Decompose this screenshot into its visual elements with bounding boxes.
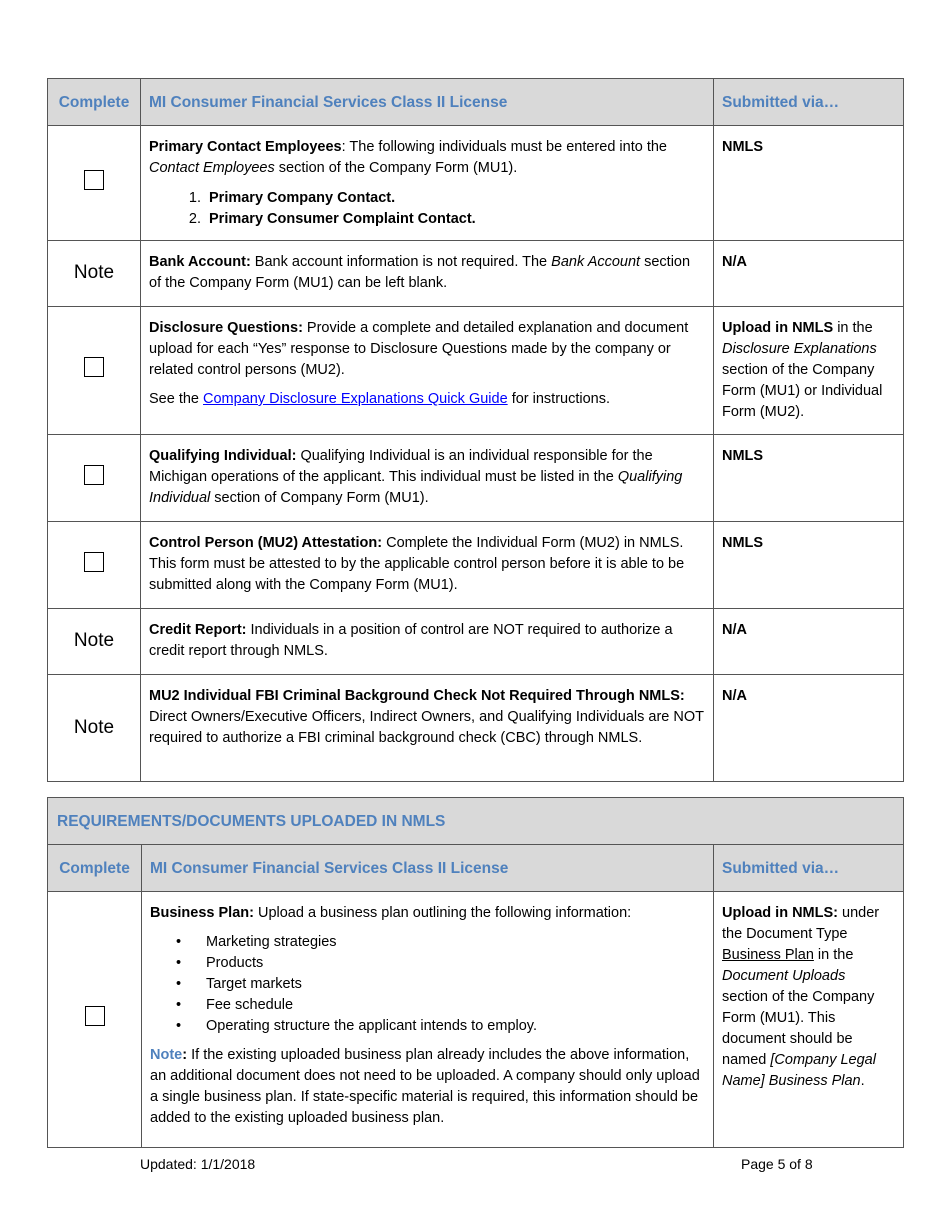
row-title: Qualifying Individual: [149, 448, 297, 464]
submitted-value: N/A [722, 622, 747, 638]
table-row-primary-contact: Primary Contact Employees: The following individuals must be entered into the Contact Employees section of the Company Form (MU1). 1. Primary Company Contact. 2. Primary Consumer Complaint Contact. NMLS [48, 126, 904, 241]
footer-page-number: Page 5 of 8 [741, 1156, 813, 1172]
section-title: REQUIREMENTS/DOCUMENTS UPLOADED IN NMLS [48, 798, 904, 845]
table-row-credit-report: Note Credit Report: Individuals in a position of control are NOT required to authorize a credit report through NMLS. N/A [48, 609, 904, 675]
row-title: Business Plan: [150, 905, 254, 921]
list-item: 2. Primary Consumer Complaint Contact. [205, 209, 705, 230]
list-item: • Marketing strategies [206, 932, 705, 953]
submitted-value: NMLS [722, 448, 764, 464]
row-title: Credit Report: [149, 622, 247, 638]
submitted-value: Upload in NMLS: under the Document Type Business Plan in the Document Uploads section of the Company Form (MU1). This document should be named [Company Legal Name] Business Plan. [714, 892, 904, 1148]
header-submitted: Submitted via… [714, 79, 904, 126]
note-marker: Note [73, 630, 115, 651]
row-title: MU2 Individual FBI Criminal Background Check Not Required Through NMLS: [149, 688, 685, 704]
table-header-row [48, 79, 904, 126]
complete-checkbox[interactable] [84, 170, 104, 190]
table-row-control-person: Control Person (MU2) Attestation: Complete the Individual Form (MU2) in NMLS. This form must be attested to by the applicable control person before it is able to be submitted along with the Company Form (MU1). NMLS [48, 522, 904, 609]
row-title: Control Person (MU2) Attestation: [149, 535, 383, 551]
table-row-business-plan: Business Plan: Upload a business plan outlining the following information: • Marketing strategies • Products • Target markets • Fee schedule • Operating structure the applicant intends to employ. Note: If the existing uploaded business plan already includes the above information, an additional document does not need to be uploaded. A company should only upload a single business plan. If state-specific material is required, this information should be added to the existing uploaded business plan. Upload in NMLS: under the Document Type Business Plan in the Document Uploads section of the Company Form (MU1). This document should be named [Company Legal Name] Business Plan. [48, 892, 904, 1148]
requirements-table-2 [47, 797, 904, 1148]
list-item: • Operating structure the applicant intends to employ. [206, 1016, 705, 1037]
row-title: Primary Contact Employees [149, 139, 342, 155]
header-complete: Complete [48, 845, 142, 892]
list-item: • Fee schedule [206, 995, 705, 1016]
header-license: MI Consumer Financial Services Class II License [141, 79, 714, 126]
section-title-row [48, 798, 904, 845]
complete-checkbox[interactable] [85, 1006, 105, 1026]
table-row-bank-account: Note Bank Account: Bank account information is not required. The Bank Account section of the Company Form (MU1) can be left blank. N/A [48, 241, 904, 307]
header-complete: Complete [48, 79, 141, 126]
header-license: MI Consumer Financial Services Class II License [142, 845, 714, 892]
row-title: Disclosure Questions: [149, 320, 303, 336]
submitted-value: N/A [722, 254, 747, 270]
list-item: 1. Primary Company Contact. [205, 188, 705, 209]
table-row-disclosure: Disclosure Questions: Provide a complete and detailed explanation and document upload for each “Yes” response to Disclosure Questions made by the company or related control persons (MU2). See the Company Disclosure Explanations Quick Guide for instructions. Upload in NMLS in the Disclosure Explanations section of the Company Form (MU1) or Individual Form (MU2). [48, 307, 904, 435]
footer-updated: Updated: 1/1/2018 [140, 1156, 256, 1172]
requirements-table-1 [47, 78, 904, 782]
submitted-value: N/A [722, 688, 747, 704]
row-title: Bank Account: [149, 254, 251, 270]
header-submitted: Submitted via… [714, 845, 904, 892]
complete-checkbox[interactable] [84, 465, 104, 485]
note-label: Note [150, 1047, 183, 1063]
note-marker: Note [73, 716, 115, 738]
note-marker: Note [73, 262, 115, 283]
submitted-value: NMLS [722, 139, 764, 155]
submitted-value: NMLS [722, 535, 764, 551]
list-item: • Target markets [206, 974, 705, 995]
table-row-qualifying-individual: Qualifying Individual: Qualifying Individual is an individual responsible for the Michigan operations of the applicant. This individual must be listed in the Qualifying Individual section of Company Form (MU1). NMLS [48, 435, 904, 522]
complete-checkbox[interactable] [84, 357, 104, 377]
complete-checkbox[interactable] [84, 552, 104, 572]
table-header-row [48, 845, 904, 892]
table-row-fbi-check: Note MU2 Individual FBI Criminal Background Check Not Required Through NMLS: Direct Owners/Executive Officers, Indirect Owners, and Qualifying Individuals are NOT required to authorize a FBI criminal background check (CBC) through NMLS. N/A [48, 675, 904, 782]
list-item: • Products [206, 953, 705, 974]
submitted-value: Upload in NMLS in the Disclosure Explanations section of the Company Form (MU1) or Individual Form (MU2). [714, 307, 904, 435]
quick-guide-link[interactable]: Company Disclosure Explanations Quick Guide [203, 391, 508, 407]
